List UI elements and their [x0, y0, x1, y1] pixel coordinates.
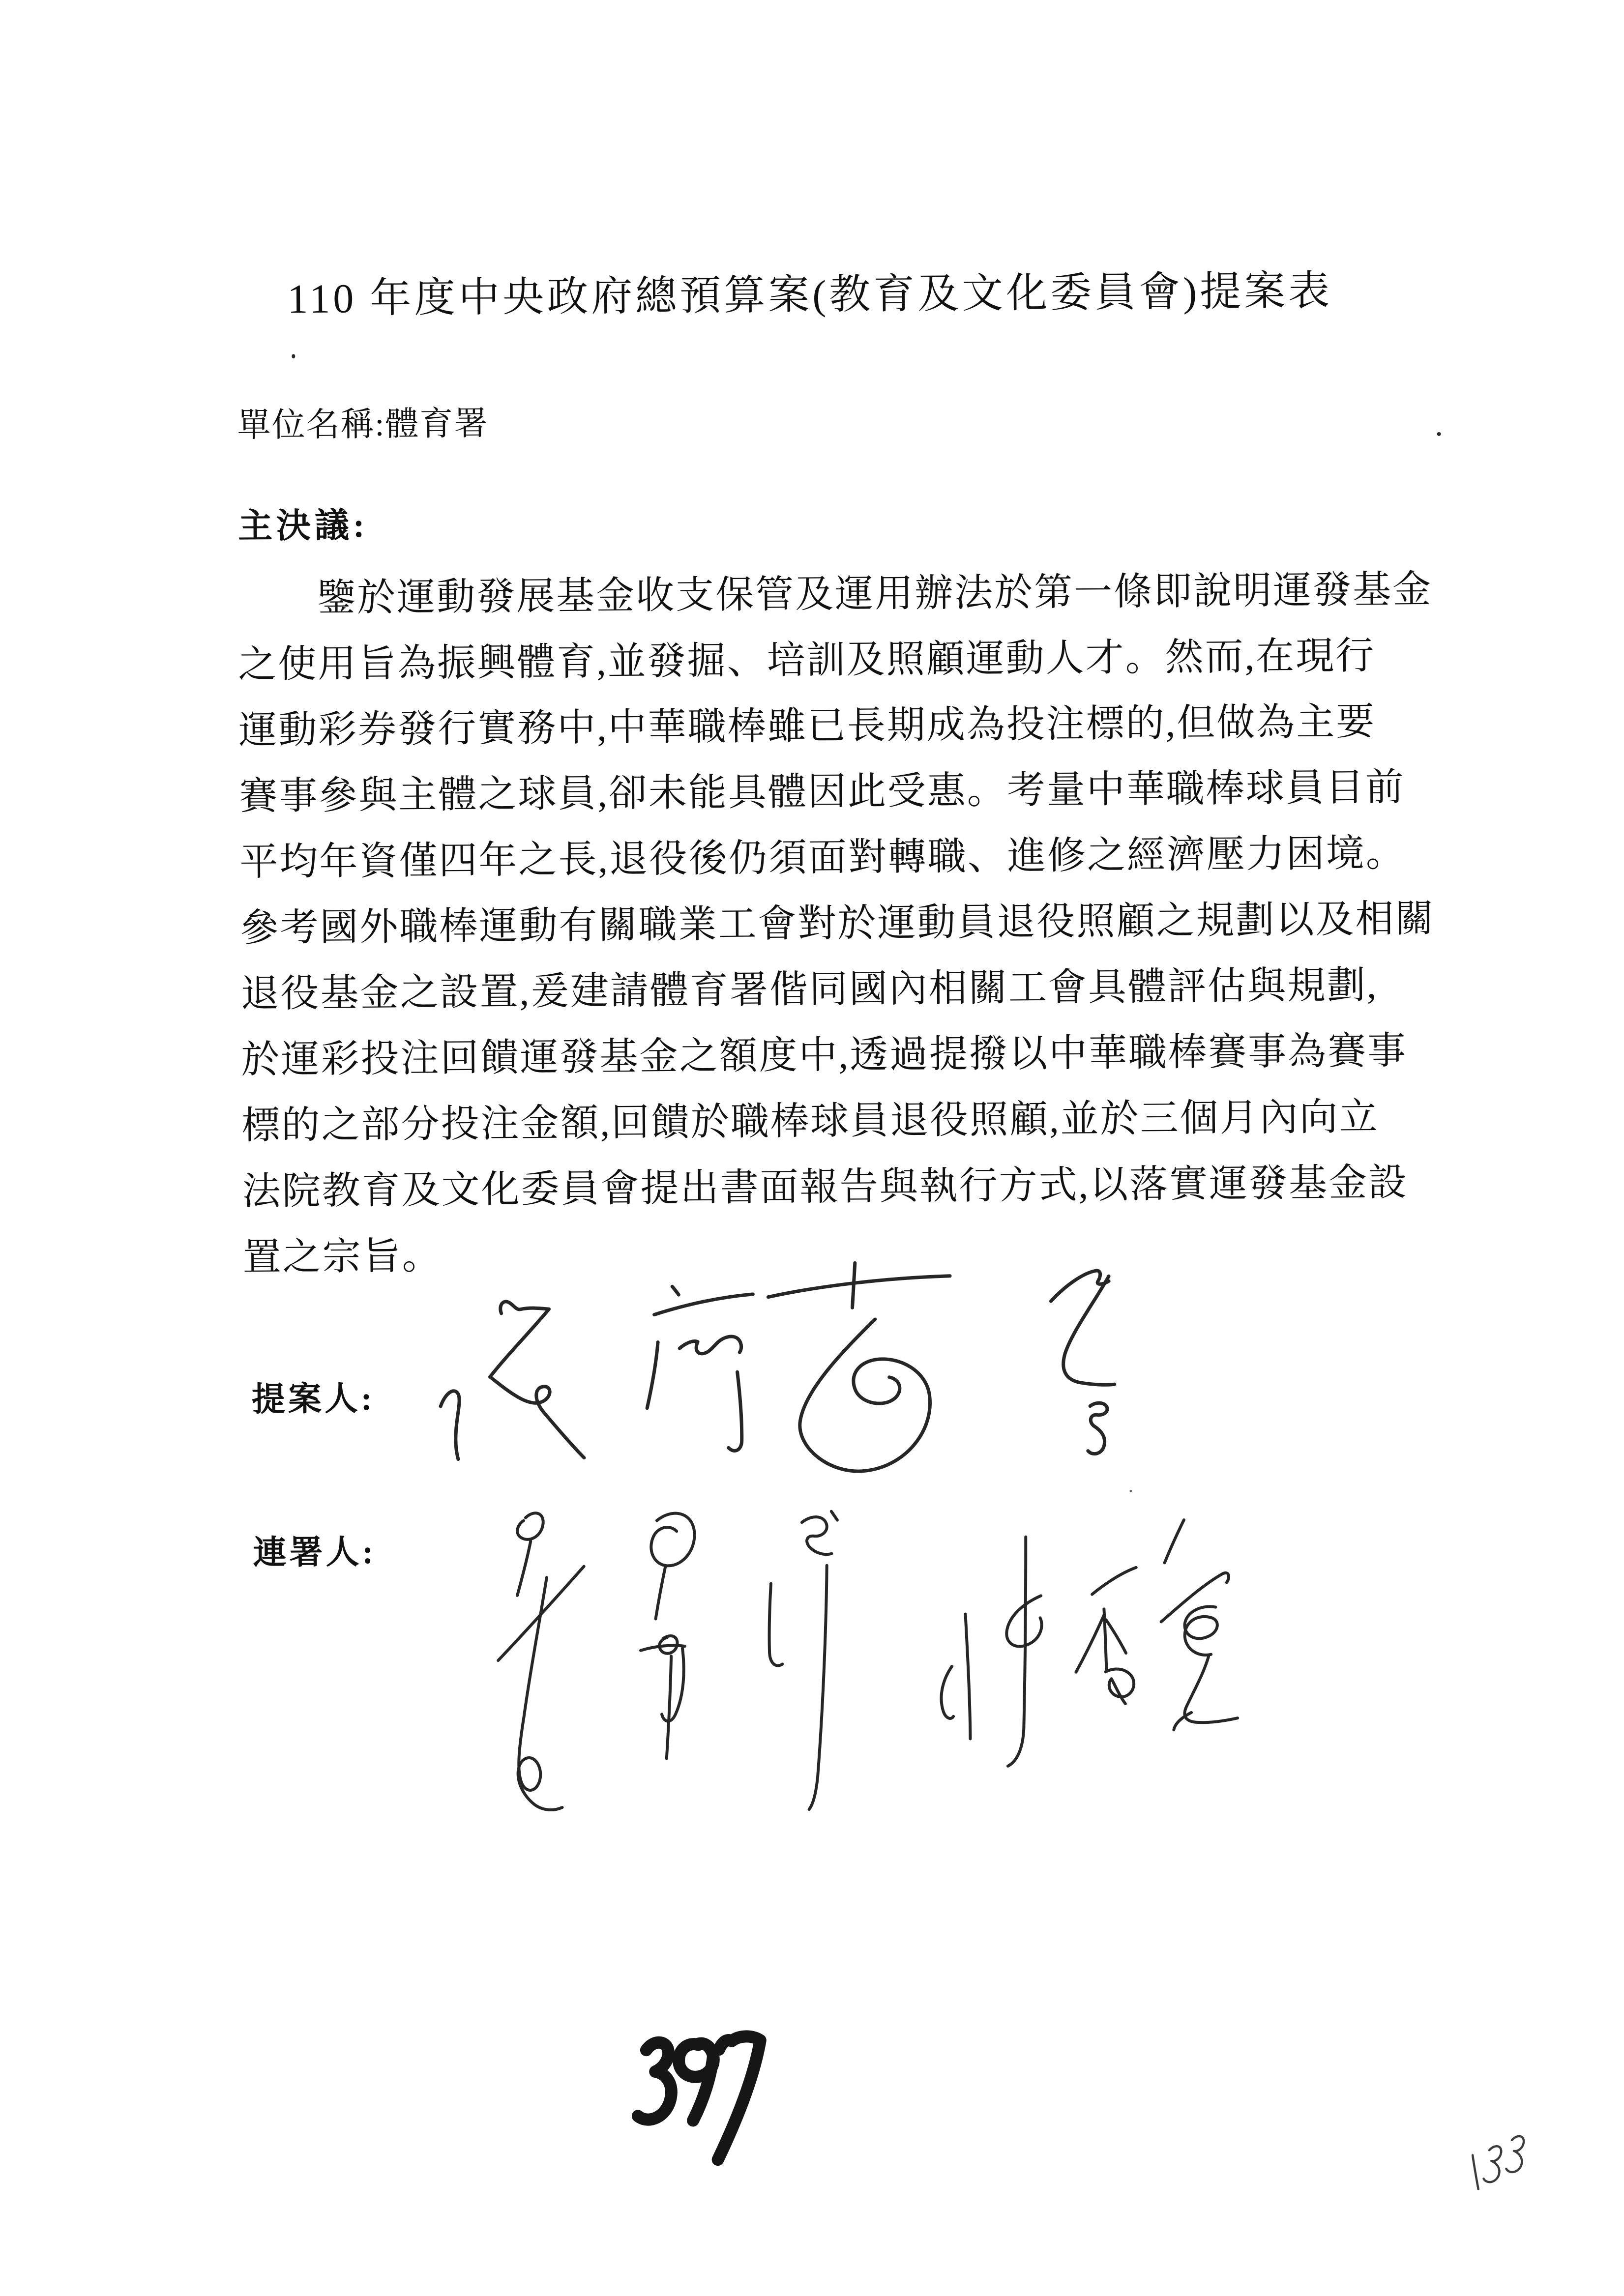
digit-1-stroke [1473, 2155, 1478, 2189]
unit-name-line: 單位名稱:體育署 [237, 405, 489, 444]
pen-stroke [517, 1577, 562, 1810]
motion-line: 於運彩投注回饋運發基金之額度中,透過提撥以中華職棒賽事為賽事 [241, 1029, 1408, 1081]
pen-stroke [1161, 1573, 1229, 1622]
pen-stroke [679, 1337, 741, 1354]
motion-line: 賽事參與主體之球員,卻未能具體因此受惠。考量中華職棒球員目前 [239, 765, 1406, 818]
pen-stroke [1092, 1568, 1136, 1595]
pen-stroke [489, 1301, 549, 1377]
motion-line: 法院教育及文化委員會提出書面報告與執行方式,以落實運發基金設 [242, 1161, 1409, 1213]
motion-paragraph [237, 556, 1443, 1290]
pen-stroke [441, 1391, 460, 1459]
digit-3-stroke [1483, 2146, 1502, 2182]
pen-stroke [517, 1513, 543, 1540]
pen-stroke [941, 1666, 953, 1718]
motion-line: 標的之部分投注金額,回饋於職棒球員退役照顧,並於三個月內向立 [241, 1095, 1379, 1147]
digit-9-stroke [692, 2056, 713, 2121]
motion-line: 運動彩券發行實務中,中華職棒雖已長期成為投注標的,但做為主要 [238, 699, 1376, 752]
motion-heading: 主決議: [237, 507, 369, 546]
pen-stroke [1105, 1669, 1134, 1704]
pen-stroke [1164, 1520, 1184, 1563]
pen-stroke [799, 1319, 930, 1472]
pen-stroke [1051, 1271, 1109, 1301]
pen-stroke [769, 1584, 783, 1666]
pen-stroke [1088, 1403, 1108, 1454]
pen-stroke [728, 1372, 742, 1451]
pen-stroke [1075, 1615, 1104, 1672]
cosigner-signature-1 [487, 1501, 878, 1824]
motion-line: 平均年資僅四年之長,退役後仍須面對轉職、進修之經濟壓力困境。 [239, 831, 1406, 884]
pen-stroke [807, 1566, 829, 1809]
pen-stroke [1184, 1606, 1217, 1655]
pen-stroke [831, 1511, 837, 1520]
pen-stroke [654, 1294, 753, 1315]
pen-stroke [651, 1513, 695, 1566]
pen-stroke [517, 1541, 531, 1596]
scan-speck [1437, 432, 1441, 436]
motion-line: 鑒於運動發展基金收支保管及運用辦法於第一條即說明運發基金 [317, 568, 1433, 619]
pen-stroke [655, 1566, 666, 1619]
pen-stroke [768, 1276, 950, 1297]
pen-stroke [1106, 1620, 1126, 1653]
motion-line: 之使用旨為振興體育,並發掘、培訓及照顧運動人才。然而,在現行 [237, 634, 1376, 686]
digit-3-stroke [1506, 2136, 1524, 2172]
pen-stroke [666, 1656, 672, 1758]
digit-7-stroke [717, 2036, 761, 2160]
digit-3-stroke [637, 2042, 671, 2120]
pen-stroke [965, 1614, 970, 1739]
pen-stroke [802, 1517, 832, 1555]
cosigner-label: 連署人: [253, 1533, 377, 1571]
cosigner-signature-2 [927, 1515, 1254, 1783]
proposer-label: 提案人: [251, 1379, 375, 1418]
motion-line: 置之宗旨。 [242, 1234, 443, 1279]
scan-speck [292, 354, 295, 358]
pen-stroke [1104, 1609, 1106, 1669]
pen-stroke [661, 1648, 684, 1721]
pen-stroke [1063, 1276, 1114, 1385]
corner-page-annotation [1461, 2130, 1535, 2197]
pen-stroke [672, 1286, 679, 1295]
motion-line: 參考國外職棒運動有關職業工會對於運動員退役照顧之規劃以及相關 [240, 897, 1435, 950]
pen-stroke [647, 1342, 658, 1408]
page-title: 110 年度中央政府總預算案(教育及文化委員會)提案表 [287, 268, 1333, 322]
motion-line: 退役基金之設置,爰建請體育署偕同國內相關工會具體評估與規劃, [240, 963, 1378, 1016]
handwritten-page-number [620, 2025, 769, 2173]
pen-stroke [1006, 1537, 1028, 1766]
pen-stroke [852, 1263, 856, 1308]
proposer-signature [377, 1249, 1122, 1485]
pen-stroke [490, 1376, 584, 1458]
scan-speck [1129, 1490, 1132, 1492]
